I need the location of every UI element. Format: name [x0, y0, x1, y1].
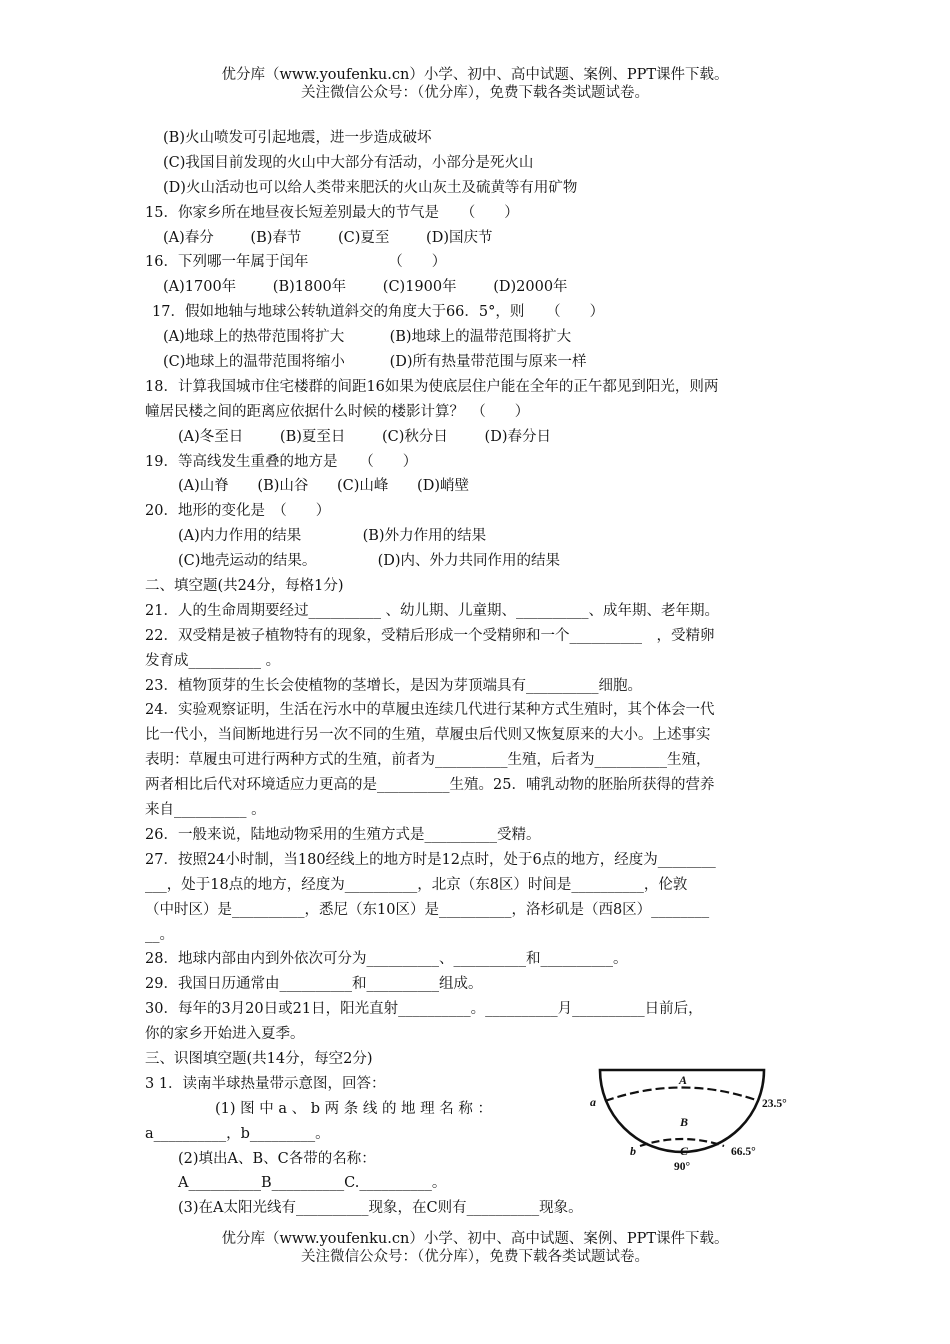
q27-line-4: __。: [145, 926, 174, 943]
footer-line-1: 优分库（www.youfenku.cn）小学、初中、高中试题、案例、PPT课件下载。: [221, 1231, 729, 1247]
q30-line-1: 30．每年的3月20日或21日，阳光直射__________。__________月__________日前后，: [145, 1001, 703, 1018]
q24-line-3: 表明：草履虫可进行两种方式的生殖，前者为__________生殖，后者为__________生殖，: [145, 752, 711, 769]
q20-options-ab: [145, 524, 810, 549]
q31-part-2: (2)填出A、B、C各带的名称：: [178, 1150, 376, 1167]
q18-line-1: 18．计算我国城市住宅楼群的间距16如果为使底层住户能在全年的正午都见到阳光，则两: [145, 378, 719, 395]
line-label-b: b: [630, 1144, 636, 1158]
heat-zone-svg: [588, 1066, 803, 1178]
q16-option-c: (C)1900年: [382, 279, 457, 296]
zone-label-b: B: [680, 1115, 689, 1129]
q17-stem: 17．假如地轴与地球公转轨道斜交的角度大于66．5°，则 （ ）: [152, 304, 605, 321]
q24-line-4: 两者相比后代对环境适应力更高的是__________生殖。25．哺乳动物的胚胎所获得的营养: [145, 777, 715, 794]
q20-option-b: (B)外力作用的结果: [362, 528, 487, 545]
q28: 28．地球内部由内到外依次可分为__________、__________和__________。: [145, 951, 628, 968]
q27-line-3: （中时区）是__________，悉尼（东10区）是__________，洛杉矶是（西8区）________: [145, 901, 710, 918]
q31-part-1-blanks: a__________，b_________。: [145, 1125, 330, 1142]
q19-option-a: (A)山脊: [178, 478, 229, 495]
q18-option-d: (D)春分日: [484, 428, 551, 445]
exam-content: [145, 126, 810, 1221]
q21: 21．人的生命周期要经过__________ 、幼儿期、儿童期、__________、成年期、老年期。: [145, 602, 720, 619]
q31-stem: 3 1．读南半球热量带示意图，回答：: [145, 1075, 386, 1092]
q17-option-d: (D)所有热量带范围与原来一样: [389, 354, 587, 371]
q29: 29．我国日历通常由__________和__________组成。: [145, 976, 483, 993]
q15-stem: 15．你家乡所在地昼夜长短差别最大的节气是 （ ）: [145, 204, 519, 221]
q22-line-2: 发育成__________ 。: [145, 652, 281, 669]
q17-option-b: (B)地球上的温带范围将扩大: [389, 329, 572, 346]
q16-stem: 16．下列哪一年属于闰年 （ ）: [145, 254, 447, 271]
q15-option-b: (B)春节: [250, 229, 302, 246]
q16-option-a: (A)1700年: [163, 279, 237, 296]
q18-line-2: 幢居民楼之间的距离应依据什么时候的楼影计算？ （ ）: [145, 403, 530, 420]
q17-options-cd: [145, 350, 810, 375]
q15-option-a: (A)春分: [163, 229, 214, 246]
q23: 23．植物顶芽的生长会使植物的茎增长，是因为芽顶端具有__________细胞。: [145, 677, 642, 694]
header-line-1: 优分库（www.youfenku.cn）小学、初中、高中试题、案例、PPT课件下载。: [221, 67, 729, 83]
q14-option-b: (B)火山喷发可引起地震，进一步造成破坏: [163, 130, 432, 146]
q24-line-1: 24．实验观察证明，生活在污水中的草履虫连续几代进行某种方式生殖时，其个体会一代: [145, 702, 715, 719]
q14-option-d: (D)火山活动也可以给人类带来肥沃的火山灰土及硫黄等有用矿物: [163, 179, 578, 196]
q30-line-2: 你的家乡开始进入夏季。: [145, 1026, 305, 1043]
page-header: [0, 66, 950, 102]
footer-line-2: 关注微信公众号：（优分库），免费下载各类试题试卷。: [301, 1249, 649, 1265]
q18-option-b: (B)夏至日: [279, 428, 346, 445]
q18-option-a: (A)冬至日: [178, 428, 244, 445]
latitude-23-5: 23.5°: [762, 1098, 787, 1110]
q15-options: [145, 226, 810, 251]
q16-options: [145, 275, 810, 300]
line-a-dashed: [605, 1088, 759, 1102]
section-2-title: 二、填空题(共24分，每格1分): [145, 578, 344, 595]
line-label-a: a: [590, 1095, 596, 1109]
southern-hemisphere-heat-zone-diagram: [588, 1066, 803, 1178]
q20-stem: 20．地形的变化是 （ ）: [145, 503, 331, 520]
q22-line-1: 22．双受精是被子植物特有的现象，受精后形成一个受精卵和一个__________ ，受精卵: [145, 627, 715, 644]
q31-part-1: (1) 图 中 a 、 b 两 条 线 的 地 理 名 称 ：: [215, 1100, 492, 1117]
q17-option-a: (A)地球上的热带范围将扩大: [163, 329, 345, 346]
q19-stem: 19．等高线发生重叠的地方是 （ ）: [145, 453, 418, 470]
page-footer: [0, 1230, 950, 1266]
q31-part-2-blanks: A__________B__________C.__________。: [178, 1175, 447, 1192]
q19-option-b: (B)山谷: [257, 478, 309, 495]
q31-part-3: (3)在A太阳光线有__________现象，在C则有__________现象。: [178, 1200, 583, 1217]
header-line-2: 关注微信公众号：（优分库），免费下载各类试题试卷。: [301, 85, 649, 101]
q16-option-d: (D)2000年: [493, 279, 568, 296]
q20-options-cd: [145, 549, 810, 574]
q18-options: [145, 425, 810, 450]
q27-line-1: 27．按照24小时制，当180经线上的地方时是12点时，处于6点的地方，经度为________: [145, 851, 716, 868]
zone-label-a: A: [679, 1073, 688, 1087]
q25-line-5: 来自__________ 。: [145, 802, 266, 819]
q17-options-ab: [145, 325, 810, 350]
q27-line-2: ___，处于18点的地方，经度为__________，北京（东8区）时间是__________，伦敦: [145, 876, 688, 893]
q18-option-c: (C)秋分日: [382, 428, 448, 445]
q24-line-2: 比一代小，当间断地进行另一次不同的生殖，草履虫后代则又恢复原来的大小。上述事实: [145, 727, 711, 744]
latitude-66-5: 66.5°: [731, 1146, 756, 1158]
q19-options: [145, 474, 810, 499]
q20-option-c: (C)地壳运动的结果。: [178, 553, 317, 570]
q20-option-a: (A)内力作用的结果: [178, 528, 302, 545]
q26: 26．一般来说，陆地动物采用的生殖方式是__________受精。: [145, 826, 541, 843]
q17-option-c: (C)地球上的温带范围将缩小: [163, 354, 345, 371]
q20-option-d: (D)内、外力共同作用的结果: [377, 553, 561, 570]
latitude-90: 90°: [674, 1161, 691, 1173]
q16-option-b: (B)1800年: [272, 279, 347, 296]
q14-option-c: (C)我国目前发现的火山中大部分有活动，小部分是死火山: [163, 154, 534, 171]
q19-option-d: (D)峭壁: [417, 478, 469, 495]
zone-label-c: C: [680, 1144, 689, 1158]
q15-option-c: (C)夏至: [338, 229, 390, 246]
section-3-title: 三、识图填空题(共14分，每空2分): [145, 1050, 373, 1067]
q19-option-c: (C)山峰: [337, 478, 389, 495]
q15-option-d: (D)国庆节: [426, 229, 493, 246]
